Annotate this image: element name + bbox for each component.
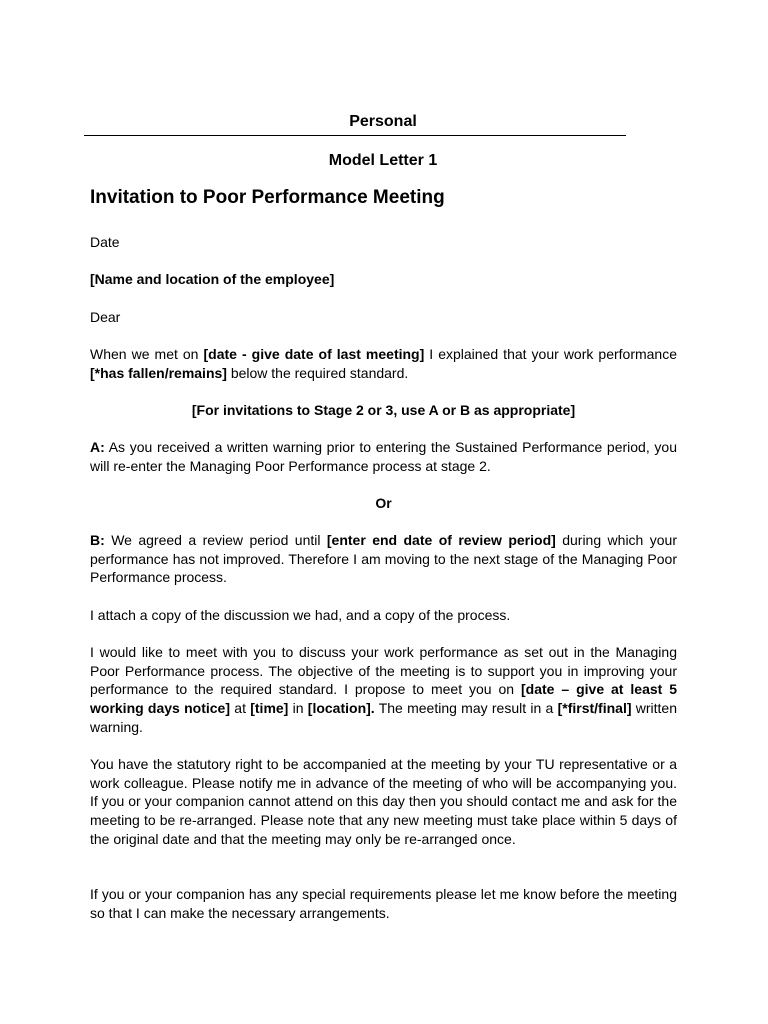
intro-paragraph: [90, 345, 677, 382]
recipient-placeholder: [Name and location of the employee]: [90, 271, 335, 287]
intro-text-3: below the required standard.: [226, 364, 409, 381]
intro-placeholder-status: [*has fallen/remains]: [90, 364, 227, 381]
special-requirements-paragraph: If you or your companion has any special requirements please let me know before the meeting so that I can make the necessary arrangements.: [90, 886, 677, 921]
option-a-label: A:: [90, 439, 105, 455]
meeting-text-5: written warning.: [90, 700, 678, 735]
meeting-text-2: at: [230, 700, 251, 717]
option-b-text-1: We agreed a review period until: [104, 532, 327, 548]
model-letter-title: Model Letter 1: [328, 152, 438, 169]
meeting-placeholder-date: [date – give at least 5 working days notice]: [90, 681, 678, 717]
meeting-text-4: The meeting may result in a: [374, 700, 558, 717]
meeting-text-3: in: [288, 700, 308, 717]
meeting-placeholder-time: [time]: [250, 700, 289, 717]
meeting-text-1: I would like to meet with you to discuss your work performance as set out in the Managing Poor Performance process. The objective of the meeting is to support you in improving your performance to the required standard. I propose to meet you on: [90, 644, 677, 698]
header-divider: [84, 135, 626, 136]
or-label: Or: [375, 495, 392, 511]
salutation: Dear: [90, 309, 121, 325]
intro-text-1: When we met on: [90, 346, 204, 362]
stage-note: [For invitations to Stage 2 or 3, use A or B as appropriate]: [191, 402, 576, 418]
option-b-paragraph: [90, 531, 677, 587]
option-b-text-2: during which your performance has not improved. Therefore I am moving to the next stage of the Managing Poor Performance process.: [90, 532, 677, 586]
option-a-text: As you received a written warning prior to entering the Sustained Performance period, you will re-enter the Managing Poor Performance process at stage 2.: [90, 439, 677, 474]
date-label: Date: [90, 234, 120, 250]
header-label: Personal: [349, 113, 417, 130]
meeting-placeholder-warning: [*first/final]: [557, 700, 632, 717]
meeting-placeholder-location: [location].: [307, 700, 375, 717]
attach-paragraph: I attach a copy of the discussion we had, and a copy of the process.: [90, 607, 511, 623]
intro-text-2: I explained that your work performance: [424, 346, 677, 362]
meeting-paragraph: [90, 643, 677, 737]
rights-paragraph: You have the statutory right to be accompanied at the meeting by your TU representative or a work colleague. Please notify me in advance of the meeting of who will be accompanying you. If you or your companion cannot attend on this day then you should contact me and ask for the meeting to be re-arranged. Please note that any new meeting must take place within 5 days of the original date and that the meeting may only be re-arranged once.: [90, 756, 677, 847]
option-b-placeholder-date: [enter end date of review period]: [326, 532, 556, 548]
option-b-label: B:: [90, 532, 105, 548]
document-title: Invitation to Poor Performance Meeting: [90, 187, 445, 208]
option-a-paragraph: [90, 438, 677, 475]
intro-placeholder-date: [date - give date of last meeting]: [203, 346, 425, 362]
